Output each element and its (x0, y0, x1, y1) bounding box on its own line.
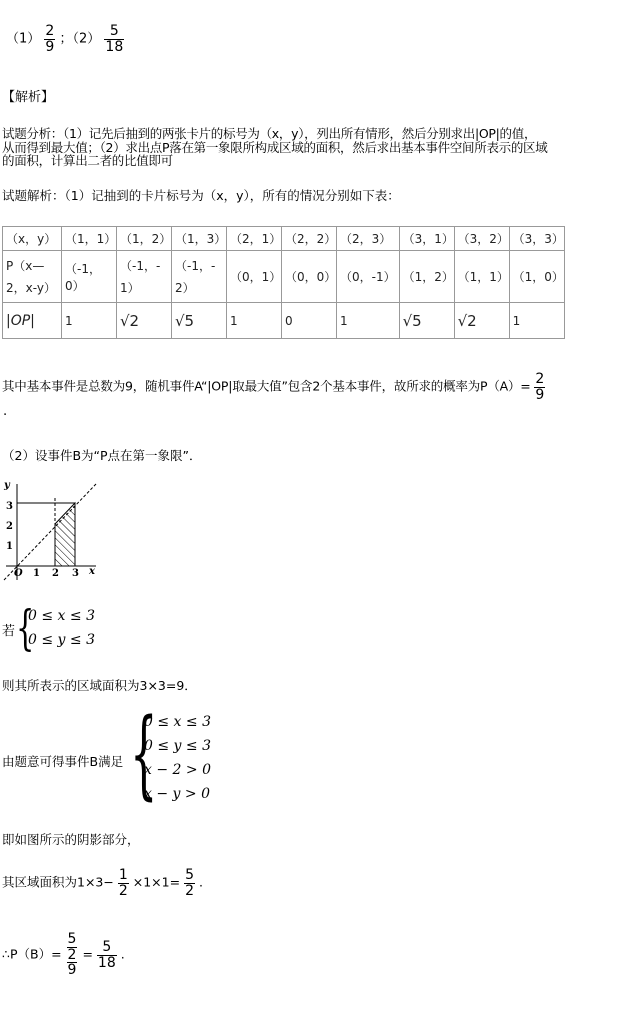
table-cell: （0，1） (227, 251, 282, 303)
table-cell-p-label (3, 251, 62, 303)
x-tick-label: 3 (72, 568, 79, 579)
table-cell: （1，3） (172, 227, 227, 251)
probability-fraction (534, 372, 545, 402)
area2-line (2, 868, 203, 898)
area2-mid: ×1×1= (132, 874, 181, 890)
region2-system (144, 710, 211, 806)
p-label-line: 2，x-y） (6, 280, 56, 295)
region1-system (28, 604, 95, 652)
compound-numerator (66, 932, 79, 962)
table-cell: （2，3） (337, 227, 400, 251)
y-tick-label: 1 (6, 541, 13, 552)
table-cell: 1 (337, 303, 400, 339)
section-title: 【解析】 (2, 90, 55, 105)
answer-part1-fraction (44, 24, 55, 54)
area2-end: . (198, 874, 203, 890)
table-row (3, 303, 565, 339)
inner-fraction (67, 932, 78, 962)
x-tick-label: 2 (52, 568, 59, 579)
x-tick-label: 1 (33, 568, 40, 579)
answer-part2-fraction (104, 24, 124, 54)
final-compound-fraction (66, 932, 79, 978)
answer-part1-label: （1） (6, 31, 41, 47)
y-tick-label: 2 (6, 521, 13, 532)
analysis-line-3: 的面积，计算出二者的比值即可 (2, 153, 173, 168)
table-cell: （3，2） (454, 227, 509, 251)
fraction-numerator: 2 (535, 371, 545, 387)
solution-intro: 试题解析：（1）记抽到的卡片标号为（x，y），所有的情况分别如下表： (2, 188, 400, 203)
origin-label: O (14, 568, 23, 579)
table-cell: （1，1） (62, 227, 117, 251)
fraction-numerator: 5 (102, 938, 112, 955)
region2-prefix: 由题意可得事件B满足 (2, 754, 124, 769)
table-cell: （3，3） (509, 227, 564, 251)
final-equals: = (82, 946, 93, 962)
table-cell: 1 (62, 303, 117, 339)
region2-row: 0 ≤ y ≤ 3 (144, 738, 211, 754)
table-cell: （x，y） (3, 227, 62, 251)
final-prefix: ∴P（B）= (2, 946, 62, 962)
final-end: . (120, 946, 125, 962)
fraction-denominator: 2 (67, 946, 77, 963)
fraction-denominator: 2 (118, 882, 128, 899)
answer-line (6, 24, 124, 54)
table-cell: √5 (399, 303, 454, 339)
final-line (2, 932, 125, 978)
analysis-line-1: 试题分析：（1）记先后抽到的两张卡片的标号为（x，y），列出所有情形，然后分别求出|OP|的值， (2, 126, 537, 141)
area2-fraction-half (118, 868, 129, 898)
region1-row: 0 ≤ x ≤ 3 (28, 608, 95, 624)
y-axis-label: y (4, 480, 10, 491)
probability-end-dot: . (3, 404, 8, 419)
fraction-denominator: 18 (97, 954, 116, 971)
part2-intro: （2）设事件B为“P点在第一象限”． (2, 448, 202, 463)
region1-row: 0 ≤ y ≤ 3 (28, 632, 95, 648)
table-cell: （-1，0） (62, 251, 117, 303)
table-cell: （-1，-2） (172, 251, 227, 303)
probability-line (2, 372, 545, 402)
area2-prefix: 其区域面积为1×3− (2, 874, 114, 890)
table-cell: 0 (282, 303, 337, 339)
table-cell: （3，1） (399, 227, 454, 251)
fraction-denominator: 9 (535, 386, 545, 403)
shaded-line: 即如图所示的阴影部分， (2, 832, 140, 847)
region2-row: x − 2 > 0 (144, 762, 211, 778)
table-cell: （-1，-1） (117, 251, 172, 303)
table-cell: √5 (172, 303, 227, 339)
shaded-region (55, 503, 75, 566)
fraction-numerator: 5 (67, 931, 77, 947)
region1-prefix: 若 (2, 624, 16, 639)
table-cell: （0，-1） (337, 251, 400, 303)
fraction-numerator: 5 (185, 867, 194, 883)
table-cell: √2 (117, 303, 172, 339)
area-line: 则其所表示的区域面积为3×3=9． (2, 678, 197, 693)
fraction-numerator: 1 (118, 867, 128, 883)
fraction-numerator: 2 (45, 23, 55, 39)
table-cell-op-label: |OP| (3, 303, 62, 339)
fraction-denominator: 18 (105, 38, 124, 55)
x-axis-label: x (89, 566, 95, 577)
fraction-numerator: 5 (109, 23, 119, 39)
table-cell: 1 (227, 303, 282, 339)
table-cell: （1，2） (117, 227, 172, 251)
p-label-line: P（x— (6, 258, 45, 273)
table-cell: 1 (509, 303, 564, 339)
fraction-denominator: 9 (67, 962, 77, 979)
probability-text: 其中基本事件是总数为9，随机事件A“|OP|取最大值”包含2个基本事件，故所求的概率为P（A）= (2, 378, 531, 394)
table-cell: （1，0） (509, 251, 564, 303)
answer-separator: ；（2） (59, 31, 101, 47)
table-row (3, 251, 565, 303)
region2-row: 0 ≤ x ≤ 3 (144, 714, 211, 730)
region2-brace: { (130, 698, 158, 810)
fraction-denominator: 2 (185, 882, 194, 899)
region1-brace: { (16, 600, 35, 656)
table-cell: （1，2） (399, 251, 454, 303)
table-cell: （2，2） (282, 227, 337, 251)
fraction-denominator: 9 (45, 38, 55, 55)
y-tick-label: 3 (6, 501, 13, 512)
table-cell: （0，0） (282, 251, 337, 303)
table-row (3, 227, 565, 251)
final-result-fraction (97, 940, 117, 970)
area2-fraction-result (184, 868, 195, 898)
table-cell: （1，1） (454, 251, 509, 303)
region2-row: x − y > 0 (144, 786, 210, 802)
region-graph (0, 476, 110, 586)
cases-table (2, 226, 565, 339)
table-cell: （2，1） (227, 227, 282, 251)
analysis-line-2: 从而得到最大值；（2）求出点P落在第一象限所构成区域的面积，然后求出基本事件空间所表示的区域 (2, 140, 548, 155)
table-cell: √2 (454, 303, 509, 339)
